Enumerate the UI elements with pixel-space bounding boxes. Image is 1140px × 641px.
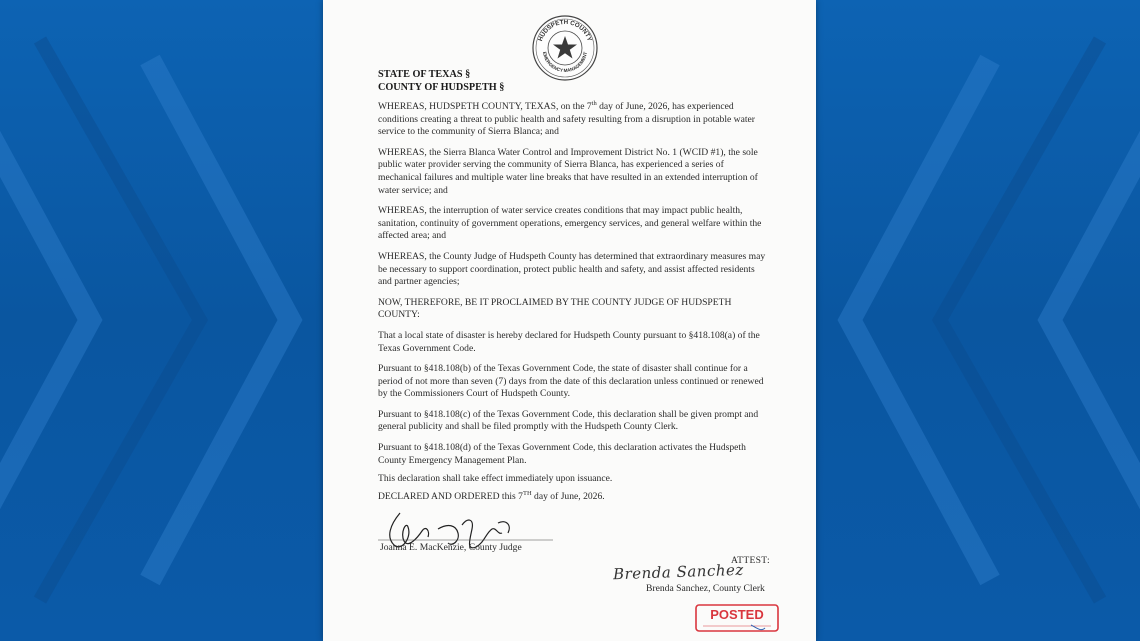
county-seal-icon	[531, 14, 599, 82]
paragraph-8: Pursuant to §418.108(c) of the Texas Government Code, this declaration shall be given prompt and general publicity and shall be filed promptly with the Hudspeth County Clerk.	[378, 408, 759, 433]
paragraph-3: WHEREAS, the interruption of water service creates conditions that may impact public health, sanitation, continuity of government operations, emergency services, and general welfare within the affected area; and	[378, 205, 762, 242]
clerk-signature: Brenda Sanchez	[612, 560, 745, 584]
paragraph-1: WHEREAS, HUDSPETH COUNTY, TEXAS, on the 7th day of June, 2026, has experienced conditions creating a threat to public health and safety resulting from a disruption in potable water service to the community of Sierra Blanca; and	[378, 99, 755, 138]
judge-name: Joanna E. MacKenzie, County Judge	[380, 542, 522, 553]
paragraph-5: NOW, THEREFORE, BE IT PROCLAIMED BY THE COUNTY JUDGE OF HUDSPETH COUNTY:	[378, 296, 732, 321]
state-line: STATE OF TEXAS §	[378, 69, 471, 80]
posted-stamp	[695, 604, 779, 632]
seal-top-text: HUDSPETH COUNTY	[537, 18, 593, 43]
paragraph-4: WHEREAS, the County Judge of Hudspeth County has determined that extraordinary measures may be necessary to support coordination, protect public health and safety, and assist affected residents and partner agencies;	[378, 250, 766, 288]
attest-label: ATTEST:	[731, 555, 770, 566]
paragraph-2: WHEREAS, the Sierra Blanca Water Control and Improvement District No. 1 (WCID #1), the sole public water provider serving the community of Sierra Blanca, has experienced a series of mechanical failures and multiple water line breaks that have resulted in an extended interruption of water service; and	[378, 146, 758, 196]
paragraph-11: DECLARED AND ORDERED this 7TH day of June, 2026.	[378, 489, 605, 502]
proclamation-body	[378, 101, 768, 509]
paragraph-7: Pursuant to §418.108(b) of the Texas Government Code, the state of disaster shall continue for a period of not more than seven (7) days from the date of this declaration unless continued or renewed by the Commissioners Court of Hudspeth County.	[378, 363, 764, 400]
stamp-text: POSTED	[710, 607, 764, 622]
proclamation-document	[323, 0, 816, 641]
clerk-name: Brenda Sanchez, County Clerk	[646, 583, 765, 594]
paragraph-9: Pursuant to §418.108(d) of the Texas Government Code, this declaration activates the Hudspeth County Emergency Management Plan.	[378, 442, 746, 466]
county-line: COUNTY OF HUDSPETH §	[378, 82, 505, 93]
seal-bottom-text: EMERGENCY MANAGEMENT	[542, 51, 588, 74]
paragraph-6: That a local state of disaster is hereby declared for Hudspeth County pursuant to §418.108(a) of the Texas Government Code.	[378, 329, 760, 354]
paragraph-10: This declaration shall take effect immediately upon issuance.	[378, 472, 613, 484]
document-header	[378, 68, 504, 94]
